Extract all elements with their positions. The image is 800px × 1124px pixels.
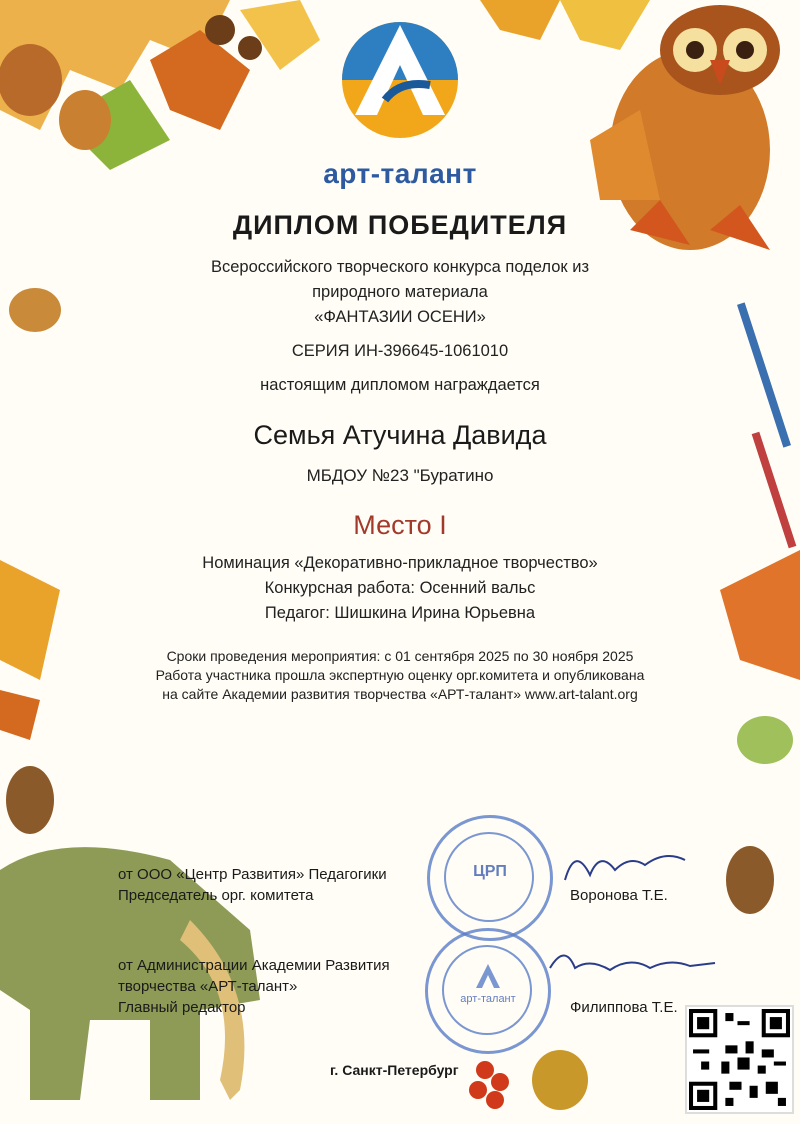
stamp-logo-icon xyxy=(473,961,503,991)
contest-line-2: природного материала xyxy=(312,283,488,301)
event-dates: Сроки проведения мероприятия: с 01 сентября 2025 по 30 ноября 2025 xyxy=(166,648,634,664)
place: Место I xyxy=(353,510,447,540)
recipient-name: Семья Атучина Давида xyxy=(253,420,547,450)
series-number: СЕРИЯ ИН-396645-1061010 xyxy=(291,342,509,360)
signer-2-org: от Администрации Академии Развития xyxy=(118,957,390,974)
awarded-text: настоящим дипломом награждается xyxy=(260,376,540,394)
diploma-title: ДИПЛОМ ПОБЕДИТЕЛЯ xyxy=(232,210,568,240)
signer-1-role: Председатель орг. комитета xyxy=(118,887,314,904)
crp-stamp: ЦРП xyxy=(427,815,553,941)
signer-1-name: Воронова Т.Е. xyxy=(570,887,668,904)
art-talant-stamp: арт-талант xyxy=(425,928,551,1054)
evaluation-note: Работа участника прошла экспертную оценку орг.комитета и опубликована xyxy=(155,667,645,683)
signer-2-role: Главный редактор xyxy=(118,999,246,1016)
art-talant-logo xyxy=(335,10,465,150)
contest-name: «ФАНТАЗИИ ОСЕНИ» xyxy=(314,308,486,326)
qr-code[interactable] xyxy=(685,1005,794,1114)
contest-line-1: Всероссийского творческого конкурса поделок из xyxy=(210,258,590,276)
signer-1-org: от ООО «Центр Развития» Педагогики xyxy=(118,866,387,883)
qr-code-icon xyxy=(689,1009,790,1110)
signer-2-org-cont: творчества «АРТ-талант» xyxy=(118,978,298,995)
publication-note: на сайте Академии развития творчества «АРТ-талант» www.art-talant.org xyxy=(162,686,638,702)
signer-2-name: Филиппова Т.Е. xyxy=(570,999,678,1016)
city: г. Санкт-Петербург xyxy=(330,1062,459,1078)
teacher: Педагог: Шишкина Ирина Юрьевна xyxy=(264,604,536,622)
brand-name: арт-талант xyxy=(323,158,477,189)
nomination: Номинация «Декоративно-прикладное творчество» xyxy=(202,554,598,572)
signature-voronova xyxy=(555,835,695,895)
organization: МБДОУ №23 "Буратино xyxy=(306,466,494,485)
contest-work: Конкурсная работа: Осенний вальс xyxy=(264,579,536,597)
signature-filippova xyxy=(540,938,720,988)
